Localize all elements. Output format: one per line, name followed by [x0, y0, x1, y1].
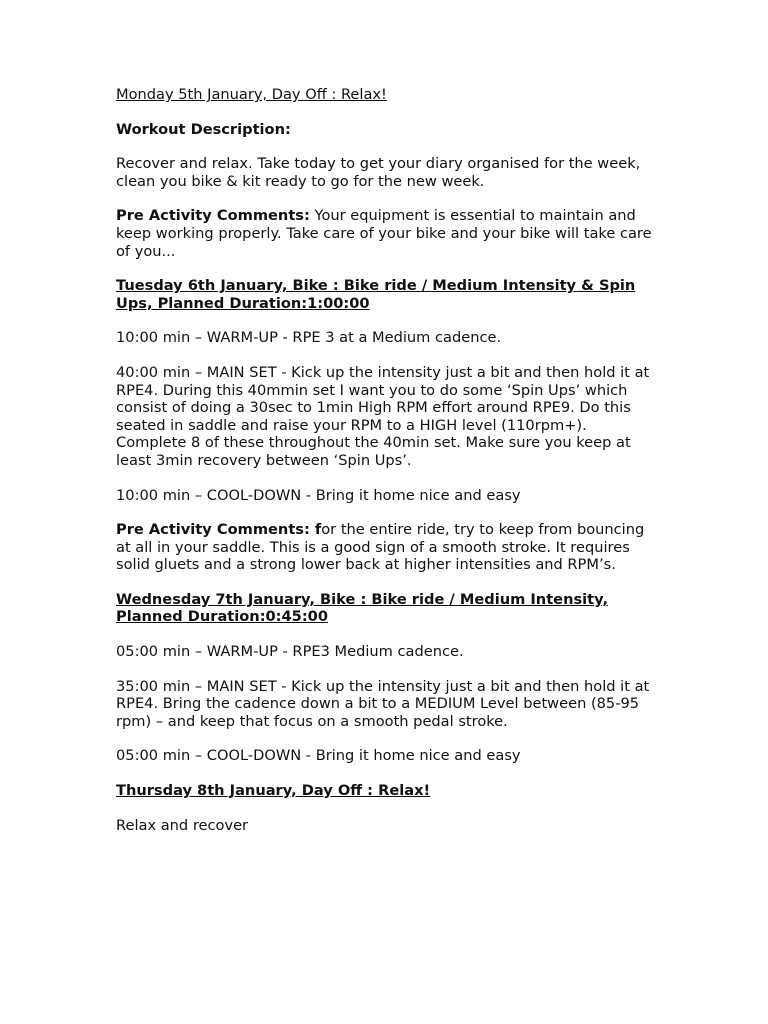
day-heading: Thursday 8th January, Day Off : Relax! — [116, 782, 431, 800]
tuesday-heading — [116, 277, 656, 312]
wednesday-cooldown: 05:00 min – COOL-DOWN - Bring it home nice and easy — [116, 747, 521, 765]
tuesday-main-set: 40:00 min – MAIN SET - Kick up the intensity just a bit and then hold it at RPE4. During this 40mmin set I want you to do some ‘Spin Ups’ which consist of doing a 30sec to 1min High RPM effort around RPE9. Do this seated in saddle and raise your RPM to a HIGH level (110rpm+). Complete 8 of these throughout the 40min set. Make sure you keep at least 3min recovery between ‘Spin Ups’. — [116, 363, 650, 469]
document-page — [116, 86, 656, 851]
thursday-description: Relax and recover — [116, 816, 249, 834]
comments-text: Your equipment is essential to maintain and keep working properly. Take care of your bike and your bike will take care of you... — [116, 207, 652, 260]
tuesday-cooldown: 10:00 min – COOL-DOWN - Bring it home nice and easy — [116, 486, 521, 504]
comments-label: Pre Activity Comments: f — [116, 521, 322, 539]
comments-label: Pre Activity Comments: — [116, 207, 310, 225]
wednesday-heading — [116, 591, 656, 626]
wednesday-main-set: 35:00 min – MAIN SET - Kick up the intensity just a bit and then hold it at RPE4. Bring the cadence down a bit to a MEDIUM Level between (85-95 rpm) – and keep that focus on a smooth pedal stroke. — [116, 677, 650, 730]
day-heading: Monday 5th January, Day Off : Relax! — [116, 86, 387, 103]
monday-description: Recover and relax. Take today to get your diary organised for the week, clean you bike & kit ready to go for the new week. — [116, 155, 641, 190]
workout-description-label: Workout Description: — [116, 120, 291, 138]
day-heading: Tuesday 6th January, Bike : Bike ride / Medium Intensity & Spin Ups, Planned Duration:1:00:00 — [116, 277, 636, 312]
tuesday-warmup: 10:00 min – WARM-UP - RPE 3 at a Medium cadence. — [116, 329, 502, 347]
workout-description-label-line — [116, 121, 656, 139]
day-heading: Wednesday 7th January, Bike : Bike ride / Medium Intensity, Planned Duration:0:45:00 — [116, 590, 609, 626]
monday-comments — [116, 207, 656, 260]
thursday-heading — [116, 782, 656, 800]
wednesday-warmup: 05:00 min – WARM-UP - RPE3 Medium cadence. — [116, 643, 464, 661]
tuesday-comments — [116, 521, 656, 574]
monday-heading — [116, 86, 656, 104]
comments-text: or the entire ride, try to keep from bouncing at all in your saddle. This is a good sign of a smooth stroke. It requires solid gluets and a strong lower back at higher intensities and RPM’s. — [116, 521, 645, 574]
